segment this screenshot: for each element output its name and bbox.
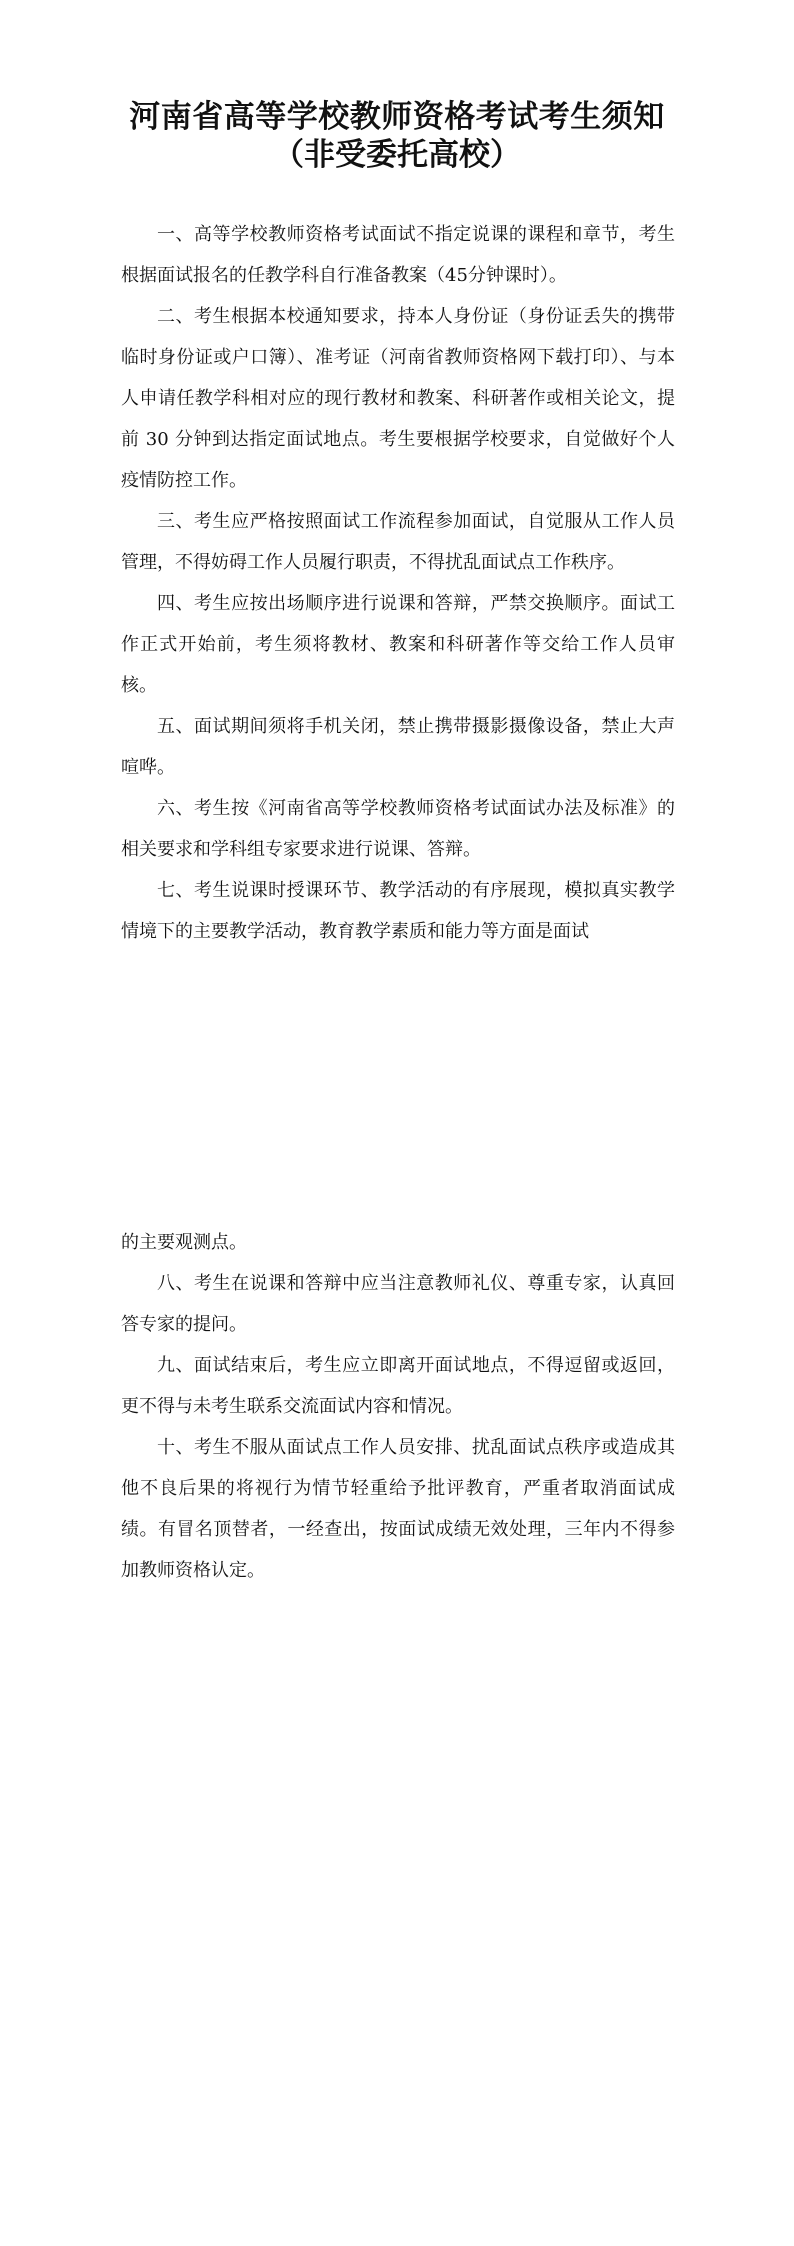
notice-item-3: 三、考生应严格按照面试工作流程参加面试，自觉服从工作人员管理，不得妨碍工作人员履行职责，不得扰乱面试点工作秩序。 [121, 511, 675, 573]
notice-item-5: 五、面试期间须将手机关闭，禁止携带摄影摄像设备，禁止大声喧哗。 [121, 716, 675, 778]
notice-body-part-1 [121, 214, 675, 952]
notice-item-7: 七、考生说课时授课环节、教学活动的有序展现，模拟真实教学情境下的主要教学活动，教育教学素质和能力等方面是面试 [121, 880, 675, 942]
notice-item-8: 八、考生在说课和答辩中应当注意教师礼仪、尊重专家，认真回答专家的提问。 [121, 1273, 675, 1335]
page-title: 河南省高等学校教师资格考试考生须知 [129, 99, 665, 135]
notice-item-6: 六、考生按《河南省高等学校教师资格考试面试办法及标准》的相关要求和学科组专家要求进行说课、答辩。 [121, 798, 675, 860]
notice-item-10: 十、考生不服从面试点工作人员安排、扰乱面试点秩序或造成其他不良后果的将视行为情节轻重给予批评教育，严重者取消面试成绩。有冒名顶替者，一经查出，按面试成绩无效处理，三年内不得参加教师资格认定。 [121, 1437, 675, 1581]
notice-body-part-2 [121, 1222, 675, 1591]
notice-item-7-continued: 的主要观测点。 [121, 1232, 247, 1253]
notice-item-9: 九、面试结束后，考生应立即离开面试地点，不得逗留或返回，更不得与未考生联系交流面试内容和情况。 [121, 1355, 675, 1417]
notice-item-4: 四、考生应按出场顺序进行说课和答辩，严禁交换顺序。面试工作正式开始前，考生须将教材、教案和科研著作等交给工作人员审核。 [121, 593, 675, 696]
notice-item-2: 二、考生根据本校通知要求，持本人身份证（身份证丢失的携带临时身份证或户口簿）、准考证（河南省教师资格网下载打印）、与本人申请任教学科相对应的现行教材和教案、科研著作或相关论文，提前 30 分钟到达指定面试地点。考生要根据学校要求，自觉做好个人疫情防控工作。 [121, 306, 675, 491]
page-subtitle: （非受委托高校） [273, 137, 521, 173]
notice-item-1: 一、高等学校教师资格考试面试不指定说课的课程和章节，考生根据面试报名的任教学科自行准备教案（45分钟课时）。 [121, 224, 675, 286]
title-block [0, 98, 794, 174]
